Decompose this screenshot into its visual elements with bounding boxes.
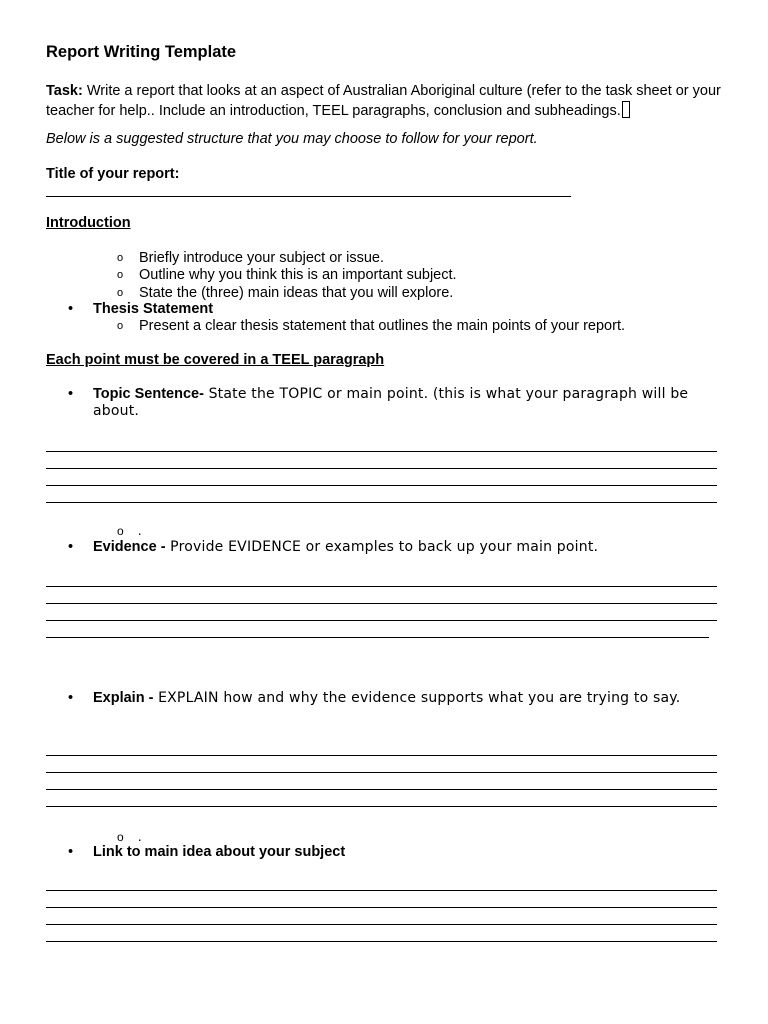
circle-bullet-icon: o xyxy=(117,287,124,299)
explain-bullet xyxy=(68,690,718,707)
thesis-subitem: o Present a clear thesis statement that outlines the main points of your report. xyxy=(117,318,626,334)
evidence-bullet xyxy=(68,539,718,556)
circle-bullet-icon: o xyxy=(117,252,124,264)
document-title: Report Writing Template xyxy=(46,43,237,61)
task-label: Task: xyxy=(46,83,83,99)
circle-bullet-icon: o xyxy=(117,830,124,844)
answer-line[interactable] xyxy=(46,806,717,807)
circle-bullet-icon: o xyxy=(117,320,124,332)
task-paragraph xyxy=(46,82,726,121)
answer-line[interactable] xyxy=(46,468,717,469)
suggestion-text: Below is a suggested structure that you may choose to follow for your report. xyxy=(46,131,538,147)
bullet-icon: • xyxy=(68,386,74,402)
answer-line[interactable] xyxy=(46,924,717,925)
bullet-icon: • xyxy=(68,301,74,317)
title-answer-line[interactable] xyxy=(46,196,571,197)
intro-subitem: o State the (three) main ideas that you will explore. xyxy=(117,285,454,301)
thesis-label: Thesis Statement xyxy=(93,301,214,317)
bullet-icon: • xyxy=(68,539,74,555)
answer-line[interactable] xyxy=(46,485,717,486)
task-text: Write a report that looks at an aspect of Australian Aboriginal culture (refer to the task sheet or your teacher for help.. Include an introduction, TEEL paragraphs, conclusion and subheadings. xyxy=(46,83,721,119)
explain-text: EXPLAIN how and why the evidence supports what you are trying to say. xyxy=(153,690,681,706)
answer-line[interactable] xyxy=(46,755,717,756)
introduction-heading: Introduction xyxy=(46,215,131,231)
answer-line[interactable] xyxy=(46,586,717,587)
empty-subitem: o . xyxy=(117,522,142,538)
teel-heading: Each point must be covered in a TEEL paragraph xyxy=(46,352,385,368)
answer-line[interactable] xyxy=(46,637,709,638)
answer-line[interactable] xyxy=(46,772,717,773)
evidence-text: Provide EVIDENCE or examples to back up your main point. xyxy=(165,539,599,555)
answer-line[interactable] xyxy=(46,451,717,452)
thesis-bullet xyxy=(68,301,718,318)
answer-line[interactable] xyxy=(46,890,717,891)
intro-subitem: o Briefly introduce your subject or issue. xyxy=(117,250,384,266)
empty-subitem: o . xyxy=(117,828,142,844)
bullet-icon: • xyxy=(68,844,74,860)
intro-subitem: o Outline why you think this is an important subject. xyxy=(117,267,457,283)
answer-line[interactable] xyxy=(46,789,717,790)
link-bullet xyxy=(68,844,718,861)
circle-bullet-icon: o xyxy=(117,524,124,538)
topic-bullet xyxy=(68,386,718,420)
missing-glyph-box xyxy=(622,101,630,118)
link-label: Link to main idea about your subject xyxy=(93,844,346,860)
explain-label: Explain - xyxy=(93,690,154,706)
answer-line[interactable] xyxy=(46,941,717,942)
answer-line[interactable] xyxy=(46,620,717,621)
answer-line[interactable] xyxy=(46,502,717,503)
bullet-icon: • xyxy=(68,690,74,706)
answer-line[interactable] xyxy=(46,907,717,908)
title-prompt: Title of your report: xyxy=(46,166,180,182)
answer-line[interactable] xyxy=(46,603,717,604)
evidence-label: Evidence - xyxy=(93,539,166,555)
topic-text: State the TOPIC or main point. (this is what your paragraph will be about. xyxy=(93,386,689,419)
topic-label: Topic Sentence- xyxy=(93,386,204,402)
circle-bullet-icon: o xyxy=(117,269,124,281)
